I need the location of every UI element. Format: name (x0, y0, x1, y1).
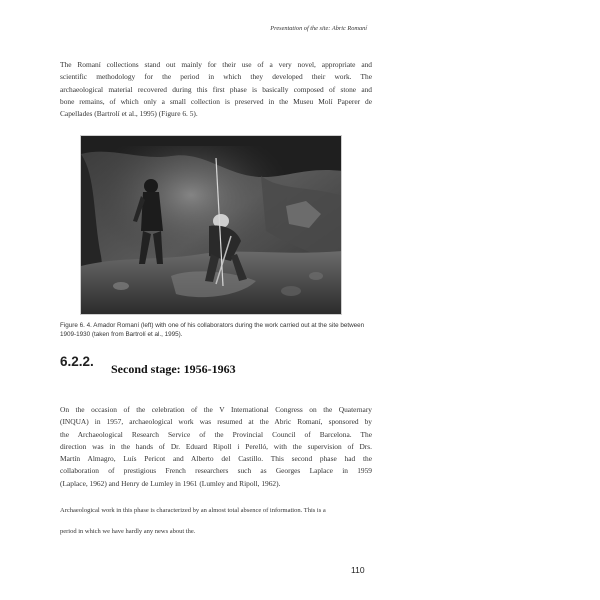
photo-drawing (81, 136, 342, 315)
second-stage-paragraph (60, 404, 372, 490)
intro-line: The Romaní collections stand out mainly for their use of a very novel, appropriate and (60, 60, 372, 69)
page-number: 110 (351, 565, 365, 575)
intro-line: bone remains, of which only a small collection is preserved in the Museu Molí Paperer de (60, 96, 372, 106)
second-stage-line: the Archaeological Research Service of the Provincial Council of Barcelona. The (60, 429, 372, 439)
stone (113, 282, 129, 290)
stone (309, 272, 323, 280)
second-stage-line: On the occasion of the celebration of the V International Congress on the Quaternary (60, 405, 372, 414)
section-number: 6.2.2. (60, 354, 94, 369)
archival-excavation-photo (80, 135, 342, 315)
intro-line: scientific methodology for the period in which they developed their work. The (60, 72, 372, 82)
intro-line: Capellades (Bartrolí et al., 1995) (Figure 6. 5). (60, 109, 198, 119)
third-paragraph-line-1: Archaeological work in this phase is characterized by an almost total absence of information. This is a (60, 507, 326, 514)
second-stage-line: (Laplace, 1962) and Henry de Lumley in 1961 (Lumley and Ripoll, 1962). (60, 478, 281, 488)
intro-paragraph (60, 59, 372, 120)
intro-line: archaeological material recovered during this first phase is basically composed of stone and (60, 84, 372, 94)
section-title: Second stage: 1956-1963 (111, 362, 236, 376)
second-stage-line: direction was in the hands of Dr. Eduard Ripoll i Perelló, with the supervision of Drs. (60, 441, 372, 451)
third-paragraph-line-2: period in which we have hardly any news about the. (60, 528, 196, 535)
figure-caption: Figure 6. 4. Amador Romaní (left) with one of his collaborators during the work carried out at the site between 1909-1930 (taken from Bartrolí et al., 1995). (60, 322, 365, 339)
second-stage-line: (INQUA) in 1957, archaeological work was resumed at the Abric Romaní, sponsored by (60, 417, 372, 427)
running-header: Presentation of the site: Abric Romaní (270, 25, 367, 32)
second-stage-line: collaboration of prestigious French researchers such as Georges Laplace in 1959 (60, 466, 372, 476)
second-stage-line: Martín Almagro, Luís Pericot and Alberto del Castillo. This second phase had the (60, 454, 372, 464)
stone (281, 286, 301, 296)
